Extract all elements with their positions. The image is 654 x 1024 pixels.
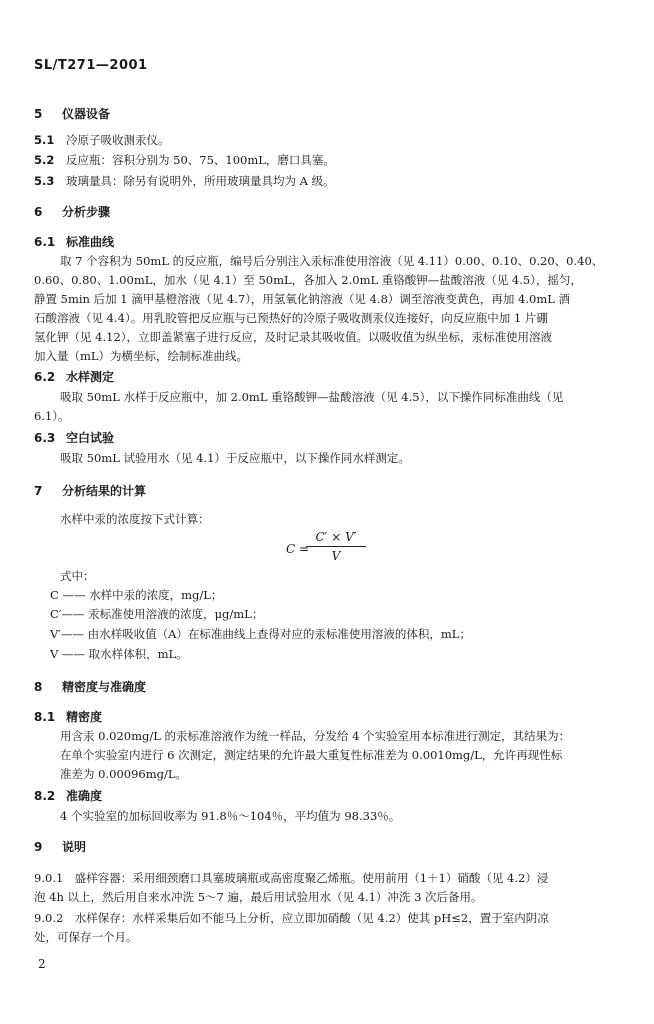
subsection-heading-8-1: [34, 709, 102, 725]
subsection-number: 8.2: [34, 789, 56, 803]
section-number: 7: [34, 484, 43, 498]
section-title: 分析步骤: [62, 205, 111, 219]
clause-5-3: [34, 173, 335, 189]
clause-text: 玻璃量具：除另有说明外，所用玻璃量具均为 A 级。: [66, 174, 335, 188]
subsection-title: 空白试验: [66, 431, 115, 445]
paragraph-line: 式中：: [60, 569, 95, 583]
clause-number: 5.1: [34, 133, 55, 147]
paragraph-line: 在单个实验室内进行 6 次测定，测定结果的允许最大重复性标准差为 0.0010mg/L，允许再现性标: [60, 748, 563, 762]
subsection-heading-6-3: [34, 430, 114, 446]
subsection-heading-6-2: [34, 369, 114, 385]
paragraph-line: 6.1）。: [34, 409, 70, 423]
subsection-number: 6.2: [34, 370, 56, 384]
subsection-number: 6.1: [34, 235, 56, 249]
section-title: 分析结果的计算: [62, 484, 147, 498]
definition-item: V —— 取水样体积，mL。: [50, 647, 188, 661]
paragraph-line: 氢化钾（见 4.12），立即盖紧塞子进行反应，及时记录其吸收值。以吸收值为纵坐标，汞标准使用溶液: [34, 330, 553, 344]
paragraph-line: 准差为 0.00096mg/L。: [60, 767, 187, 781]
clause-number: 5.2: [34, 153, 55, 167]
subsection-title: 准确度: [66, 789, 103, 803]
clause-5-2: [34, 152, 335, 168]
section-title: 精密度与准确度: [62, 680, 147, 694]
formula-denominator: V: [331, 549, 341, 563]
section-heading-5: [34, 106, 110, 122]
definition-item: V′—— 由水样吸收值（A）在标准曲线上查得对应的汞标准使用溶液的体积，mL；: [50, 627, 471, 641]
paragraph-line: 取 7 个容积为 50mL 的反应瓶，编号后分别注入汞标准使用溶液（见 4.11）0.00、0.10、0.20、0.40、: [60, 254, 604, 268]
section-number: 5: [34, 107, 43, 121]
section-number: 8: [34, 680, 43, 694]
clause-text: 冷原子吸收测汞仪。: [66, 133, 170, 147]
clause-9-0-1-line: 9.0.1 盛样容器：采用细颈磨口具塞玻璃瓶或高密度聚乙烯瓶。使用前用（1＋1）硝酸（见 4.2）浸: [34, 871, 549, 885]
page-number: 2: [38, 957, 46, 971]
subsection-heading-8-2: [34, 788, 102, 804]
clause-text: 反应瓶：容积分别为 50、75、100mL，磨口具塞。: [66, 153, 335, 167]
formula-fraction: [306, 530, 366, 563]
section-heading-8: [34, 679, 146, 695]
section-number: 6: [34, 205, 43, 219]
paragraph-line: 水样中汞的浓度按下式计算：: [60, 512, 210, 526]
clause-9-0-2-line: 处，可保存一个月。: [34, 930, 138, 944]
clause-5-1: [34, 132, 170, 148]
clause-9-0-1-line: 泡 4h 以上，然后用自来水冲洗 5～7 遍，最后用试验用水（见 4.1）冲洗 3 次后备用。: [34, 890, 483, 904]
standard-code-header: SL/T271—2001: [34, 58, 148, 73]
clause-number: 5.3: [34, 174, 55, 188]
paragraph-line: 0.60、0.80、1.00mL，加水（见 4.1）至 50mL，各加入 2.0mL 重铬酸钾—盐酸溶液（见 4.5），摇匀，: [34, 273, 582, 287]
paragraph-line: 静置 5min 后加 1 滴甲基橙溶液（见 4.7），用氢氧化钠溶液（见 4.8）调至溶液变黄色，再加 4.0mL 酒: [34, 292, 571, 306]
section-heading-7: [34, 483, 146, 499]
paragraph-line: 加入量（mL）为横坐标，绘制标准曲线。: [34, 349, 249, 363]
subsection-title: 标准曲线: [66, 235, 115, 249]
fraction-bar: [306, 546, 366, 547]
clause-9-0-2-line: 9.0.2 水样保存：水样采集后如不能马上分析，应立即加硝酸（见 4.2）使其 pH≤2，置于室内阴凉: [34, 911, 549, 925]
paragraph-line: 用含汞 0.020mg/L 的汞标准溶液作为统一样品，分发给 4 个实验室用本标准进行测定，其结果为：: [60, 729, 571, 743]
section-number: 9: [34, 840, 43, 854]
formula-numerator: C′ × V′: [315, 530, 357, 544]
subsection-number: 6.3: [34, 431, 56, 445]
definition-item: C —— 水样中汞的浓度，mg/L；: [50, 588, 223, 602]
section-heading-9: [34, 839, 86, 855]
subsection-title: 精密度: [66, 710, 103, 724]
formula-lhs: C =: [286, 542, 310, 556]
paragraph-line: 4 个实验室的加标回收率为 91.8％～104％，平均值为 98.33％。: [60, 809, 401, 823]
paragraph-line: 吸取 50mL 试验用水（见 4.1）于反应瓶中，以下操作同水样测定。: [60, 451, 410, 465]
section-title: 说明: [62, 840, 87, 854]
section-title: 仪器设备: [62, 107, 111, 121]
concentration-formula: [286, 530, 376, 570]
subsection-heading-6-1: [34, 234, 114, 250]
subsection-title: 水样测定: [66, 370, 115, 384]
paragraph-line: 石酸溶液（见 4.4）。用乳胶管把反应瓶与已预热好的冷原子吸收测汞仪连接好，向反应瓶中加 1 片硼: [34, 311, 548, 325]
subsection-number: 8.1: [34, 710, 56, 724]
section-heading-6: [34, 204, 110, 220]
definition-item: C′—— 汞标准使用溶液的浓度，μg/mL；: [50, 607, 264, 621]
paragraph-line: 吸取 50mL 水样于反应瓶中，加 2.0mL 重铬酸钾—盐酸溶液（见 4.5），以下操作同标准曲线（见: [60, 390, 564, 404]
